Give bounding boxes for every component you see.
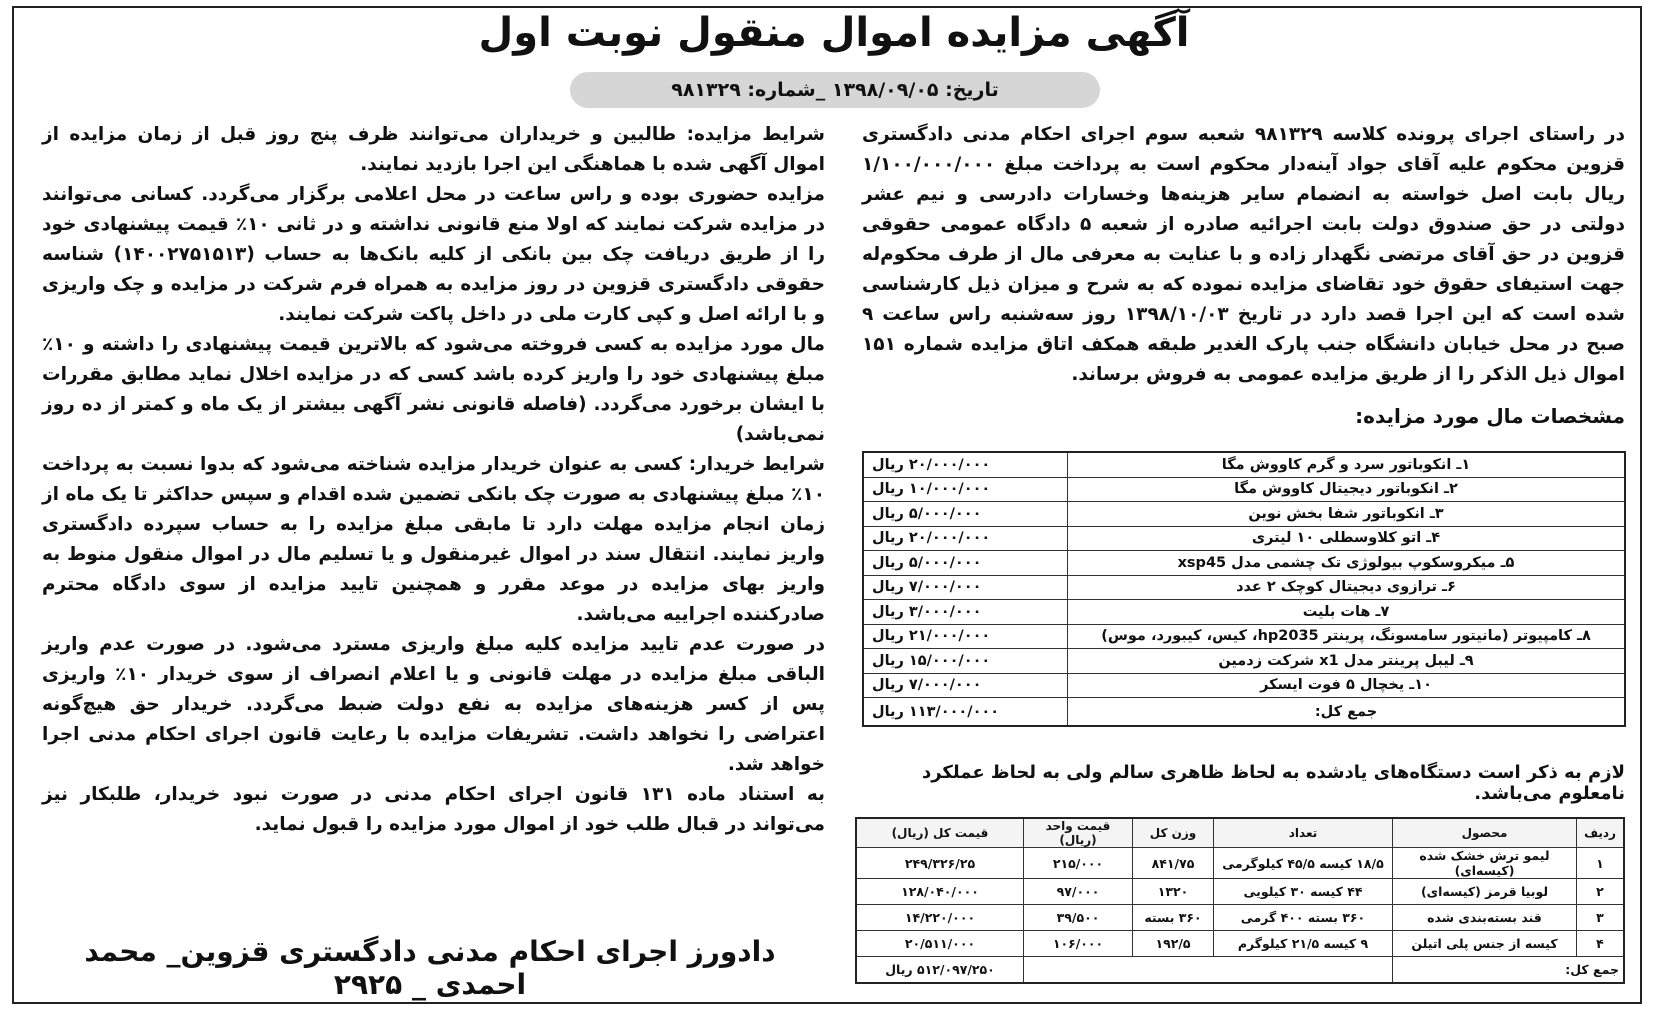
item-price: ۳/۰۰۰/۰۰۰ ریال [863, 600, 1068, 625]
item-price: ۲۰/۰۰۰/۰۰۰ ریال [863, 452, 1068, 477]
item-name: ۱ـ انکوباتور سرد و گرم کاووش مگا [1068, 452, 1626, 477]
table-row [863, 673, 1625, 698]
table-cell: لوبیا قرمز (کیسه‌ای) [1393, 879, 1577, 905]
table-cell: لیمو ترش خشک شده (کیسه‌ای) [1393, 848, 1577, 879]
total-row [863, 698, 1625, 727]
item-name: ۸ـ کامپیوتر (مانیتور سامسونگ، پرینتر hp2035، کیس، کیبورد، موس) [1068, 624, 1626, 649]
table-cell: ۲ [1577, 879, 1625, 905]
column-header: محصول [1393, 818, 1577, 848]
table-cell: ۳۶۰ بسته [1133, 905, 1214, 931]
table-header-row [856, 818, 1624, 848]
column-header: قیمت واحد (ریال) [1024, 818, 1133, 848]
table-row [863, 649, 1625, 674]
table-cell: ۴ [1577, 931, 1625, 957]
item-price: ۱۵/۰۰۰/۰۰۰ ریال [863, 649, 1068, 674]
table-cell-empty [1024, 957, 1393, 984]
item-name: ۹ـ لیبل پرینتر مدل x1 شرکت زدمین [1068, 649, 1626, 674]
column-header: تعداد [1214, 818, 1393, 848]
table-cell: ۸۴۱/۷۵ [1133, 848, 1214, 879]
column-header: وزن کل [1133, 818, 1214, 848]
table-row [863, 526, 1625, 551]
conditions-column [42, 120, 825, 840]
table-cell: کیسه از جنس پلی اتیلن [1393, 931, 1577, 957]
item-price: ۲۰/۰۰۰/۰۰۰ ریال [863, 526, 1068, 551]
total-value: ۵۱۲/۰۹۷/۲۵۰ ریال [856, 957, 1024, 984]
item-price: ۵/۰۰۰/۰۰۰ ریال [863, 502, 1068, 527]
table-cell: ۲۴۹/۳۲۶/۲۵ [856, 848, 1024, 879]
item-name: ۶ـ ترازوی دیجیتال کوچک ۲ عدد [1068, 575, 1626, 600]
goods-table [855, 817, 1625, 984]
conditions-paragraph: مزایده حضوری بوده و راس ساعت در محل اعلامی برگزار می‌گردد. کسانی می‌توانند در مزایده شرکت نمایند که اولا منع قانونی نداشته و در ثانی ۱۰٪ قیمت پیشنهادی خود را از طریق دریافت چک بین بانکی از کلیه بانک‌ها به حساب (۱۴۰۰۲۷۵۱۵۱۳) شناسه حقوقی دادگستری قزوین در روز مزایده به همراه فرم شرکت در مزایده و چک واریزی و با ارائه اصل و کپی کارت ملی در داخل پاکت شرکت نمایند. [42, 184, 825, 325]
total-label: جمع کل: [1068, 698, 1626, 727]
column-header: قیمت کل (ریال) [856, 818, 1024, 848]
item-price: ۷/۰۰۰/۰۰۰ ریال [863, 673, 1068, 698]
table-cell: ۱ [1577, 848, 1625, 879]
intro-column [862, 120, 1625, 390]
conditions-paragraph: شرایط خریدار: کسی به عنوان خریدار مزایده شناخته می‌شود که بدوا نسبت به پرداخت ۱۰٪ مبلغ پیشنهادی به صورت چک بانکی تضمین شده اقدام و سپس حداکثر تا یک ماه از زمان انجام مزایده مهلت دارد تا مابقی مبلغ مزایده را به حساب سپرده دادگستری واریز نمایند. انتقال سند در اموال غیرمنقول و یا تسلیم مال در اموال منقول منوط به واریز بهای مزایده در موعد مقرر و همچنین تایید مزایده از سوی دادگاه محترم صادرکننده اجراییه می‌باشد. [42, 454, 825, 625]
table-cell: قند بسته‌بندی شده [1393, 905, 1577, 931]
intro-paragraph: در راستای اجرای پرونده کلاسه ۹۸۱۳۲۹ شعبه سوم اجرای احکام مدنی دادگستری قزوین محکوم علیه آقای جواد آینه‌دار محکوم است به پرداخت مبلغ ۱/۱۰۰/۰۰۰/۰۰۰ ریال بابت اصل خواسته به انضمام سایر هزینه‌ها وخسارات دادرسی و نیم عشر دولتی در حق صندوق دولت بابت اجرائیه صادره از شعبه ۵ دادگاه عمومی حقوقی قزوین در حق آقای مرتضی نگهدار زاده و با عنایت به معرفی مال از طرف محکوم‌له جهت استیفای حقوق خود تقاضای مزایده نموده که به شرح و میزان ذیل کارشناسی شده است که این اجرا قصد دارد در تاریخ ۱۳۹۸/۱۰/۰۳ روز سه‌شنبه راس ساعت ۹ صبح در محل خیابان دانشگاه جنب پارک الغدیر طبقه همکف اتاق مزایده شماره ۱۵۱ اموال ذیل الذکر را از طریق مزایده عمومی به فروش برساند. [862, 124, 1625, 385]
table-cell: ۱۹۲/۵ [1133, 931, 1214, 957]
table-cell: ۳۶۰ بسته ۴۰۰ گرمی [1214, 905, 1393, 931]
table-cell: ۱۲۸/۰۴۰/۰۰۰ [856, 879, 1024, 905]
table-row [856, 848, 1624, 879]
conditions-paragraph: به استناد ماده ۱۳۱ قانون اجرای احکام مدنی در صورت نبود خریدار، طلبکار نیز می‌تواند در قبال طلب خود از اموال مورد مزایده را قبول نماید. [42, 784, 825, 835]
total-row [856, 957, 1624, 984]
table-cell: ۱۰۶/۰۰۰ [1024, 931, 1133, 957]
column-header: ردیف [1577, 818, 1625, 848]
table-cell: ۹۷/۰۰۰ [1024, 879, 1133, 905]
item-name: ۱۰ـ یخچال ۵ فوت ایسکر [1068, 673, 1626, 698]
item-name: ۳ـ انکوباتور شفا بخش نوین [1068, 502, 1626, 527]
table-row [856, 879, 1624, 905]
item-name: ۵ـ میکروسکوپ بیولوژی تک چشمی مدل xsp45 [1068, 551, 1626, 576]
auction-items-table [862, 451, 1626, 727]
date-number-badge: تاریخ: ۱۳۹۸/۰۹/۰۵ _شماره: ۹۸۱۳۲۹ [570, 72, 1100, 108]
table-row [863, 452, 1625, 477]
table-row [856, 931, 1624, 957]
item-name: ۴ـ اتو کلاوسطلی ۱۰ لیتری [1068, 526, 1626, 551]
table-cell: ۱۸/۵ کیسه ۴۵/۵ کیلوگرمی [1214, 848, 1393, 879]
table-cell: ۹ کیسه ۲۱/۵ کیلوگرم [1214, 931, 1393, 957]
notice-title: آگهی مزایده اموال منقول نوبت اول [478, 10, 1190, 56]
table-row [863, 551, 1625, 576]
total-label: جمع کل: [1393, 957, 1625, 984]
item-name: ۷ـ هات بلیت [1068, 600, 1626, 625]
condition-note: لازم به ذکر است دستگاه‌های یادشده به لحاظ ظاهری سالم ولی به لحاظ عملکرد نامعلوم می‌باشد. [922, 762, 1625, 804]
conditions-paragraph: در صورت عدم تایید مزایده کلیه مبلغ واریزی مسترد می‌شود. در صورت عدم واریز الباقی مبلغ مزایده در مهلت قانونی و یا اعلام انصراف از سوی خریدار ۱۰٪ واریزی پس از کسر هزینه‌های مزایده به نفع دولت ضبط می‌گردد. خریدار حق هیچ‌گونه اعتراضی را نخواهد داشت. تشریفات مزایده با رعایت قانون اجرای احکام مدنی اجرا خواهد شد. [42, 634, 825, 775]
table-cell: ۳۹/۵۰۰ [1024, 905, 1133, 931]
table-cell: ۲۰/۵۱۱/۰۰۰ [856, 931, 1024, 957]
table-cell: ۱۳۲۰ [1133, 879, 1214, 905]
signature-line: دادورز اجرای احکام مدنی دادگستری قزوین_ محمد احمدی _ ۲۹۲۵ [84, 935, 776, 1001]
table-cell: ۱۴/۲۲۰/۰۰۰ [856, 905, 1024, 931]
item-price: ۱۰/۰۰۰/۰۰۰ ریال [863, 477, 1068, 502]
table-row [863, 624, 1625, 649]
table-row [856, 905, 1624, 931]
table-cell: ۲۱۵/۰۰۰ [1024, 848, 1133, 879]
table-row [863, 600, 1625, 625]
item-name: ۲ـ انکوباتور دیجیتال کاووش مگا [1068, 477, 1626, 502]
table-cell: ۴۴ کیسه ۳۰ کیلویی [1214, 879, 1393, 905]
conditions-paragraph: شرایط مزایده: طالبین و خریداران می‌توانند ظرف پنج روز قبل از زمان مزایده از اموال آگهی شده با هماهنگی این اجرا بازدید نمایند. [42, 124, 825, 175]
item-price: ۷/۰۰۰/۰۰۰ ریال [863, 575, 1068, 600]
items-heading: مشخصات مال مورد مزایده: [1355, 404, 1625, 428]
table-row [863, 575, 1625, 600]
table-row [863, 477, 1625, 502]
item-price: ۲۱/۰۰۰/۰۰۰ ریال [863, 624, 1068, 649]
total-value: ۱۱۳/۰۰۰/۰۰۰ ریال [863, 698, 1068, 727]
table-cell: ۳ [1577, 905, 1625, 931]
item-price: ۵/۰۰۰/۰۰۰ ریال [863, 551, 1068, 576]
table-row [863, 502, 1625, 527]
conditions-paragraph: مال مورد مزایده به کسی فروخته می‌شود که بالاترین قیمت پیشنهادی را داشته و ۱۰٪ مبلغ پیشنهادی خود را واریز کرده باشد کسی که در مزایده اخلال نماید مطابق مقررات با ایشان برخورد می‌گردد. (فاصله قانونی نشر آگهی بیشتر از یک ماه و کمتر از ده روز نمی‌باشد) [42, 334, 825, 445]
